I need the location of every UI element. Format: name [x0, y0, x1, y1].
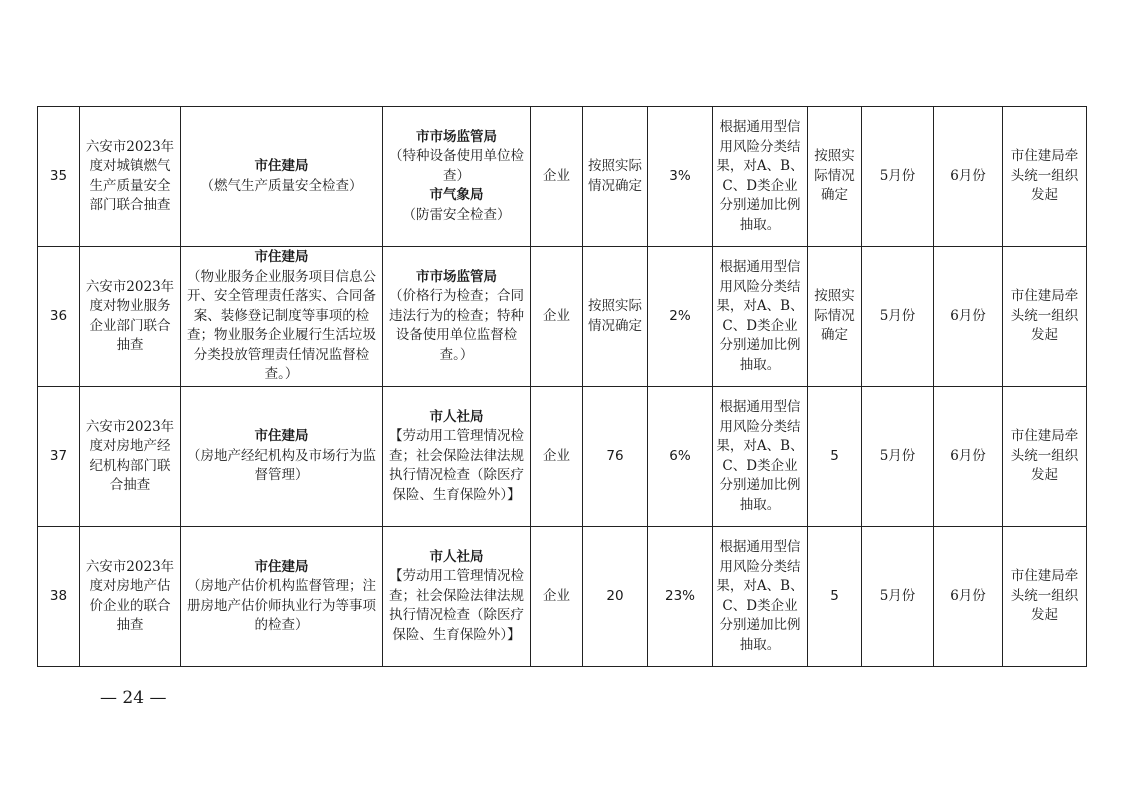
start-time: 5月份 — [862, 107, 934, 247]
task-name: 六安市2023年度对房地产经纪机构部门联合抽查 — [80, 387, 181, 527]
co-items: （防雷安全检查） — [402, 206, 511, 223]
sampling-method: 根据通用型信用风险分类结果，对A、B、C、D类企业分别递加比例抽取。 — [713, 247, 808, 387]
sampling-count: 按照实际情况确定 — [808, 107, 862, 247]
lead-department-cell — [181, 247, 383, 387]
table-row — [38, 107, 1087, 247]
co-department-cell — [383, 387, 531, 527]
lead-items: （房地产经纪机构及市场行为监督管理） — [187, 447, 376, 484]
row-number: 37 — [38, 387, 80, 527]
co-department-cell — [383, 527, 531, 667]
sampling-count: 5 — [808, 387, 862, 527]
page-number: — 24 — — [100, 688, 167, 708]
co-department: 市人社局 — [429, 548, 484, 565]
sampling-method: 根据通用型信用风险分类结果，对A、B、C、D类企业分别递加比例抽取。 — [713, 387, 808, 527]
remark: 市住建局牵头统一组织发起 — [1003, 527, 1087, 667]
lead-department-cell — [181, 107, 383, 247]
co-department: 市气象局 — [429, 187, 484, 204]
co-items: 【劳动用工管理情况检查；社会保险法律法规执行情况检查（除医疗保险、生育保险外）】 — [389, 568, 524, 643]
row-number: 36 — [38, 247, 80, 387]
co-department: 市市场监管局 — [416, 128, 497, 145]
object-count: 按照实际情况确定 — [583, 107, 648, 247]
sampling-method: 根据通用型信用风险分类结果，对A、B、C、D类企业分别递加比例抽取。 — [713, 107, 808, 247]
remark: 市住建局牵头统一组织发起 — [1003, 107, 1087, 247]
co-items: （特种设备使用单位检查） — [389, 148, 524, 184]
co-items: 【劳动用工管理情况检查；社会保险法律法规执行情况检查（除医疗保险、生育保险外）】 — [389, 428, 524, 503]
sampling-method: 根据通用型信用风险分类结果，对A、B、C、D类企业分别递加比例抽取。 — [713, 527, 808, 667]
table-row — [38, 527, 1087, 667]
co-department-cell — [383, 247, 531, 387]
row-number: 35 — [38, 107, 80, 247]
end-time: 6月份 — [934, 247, 1003, 387]
start-time: 5月份 — [862, 247, 934, 387]
co-department: 市人社局 — [429, 408, 484, 425]
lead-department: 市住建局 — [254, 428, 309, 445]
row-number: 38 — [38, 527, 80, 667]
lead-department-cell — [181, 527, 383, 667]
inspection-table — [37, 106, 1087, 667]
lead-department: 市住建局 — [254, 249, 309, 266]
inspection-object: 企业 — [531, 527, 583, 667]
inspection-object: 企业 — [531, 247, 583, 387]
task-name: 六安市2023年度对城镇燃气生产质量安全部门联合抽查 — [80, 107, 181, 247]
lead-items: （燃气生产质量安全检查） — [200, 177, 363, 194]
sampling-ratio: 3% — [648, 107, 713, 247]
inspection-object: 企业 — [531, 107, 583, 247]
start-time: 5月份 — [862, 387, 934, 527]
lead-department-cell — [181, 387, 383, 527]
remark: 市住建局牵头统一组织发起 — [1003, 247, 1087, 387]
sampling-count: 5 — [808, 527, 862, 667]
co-items: （价格行为检查；合同违法行为的检查；特种设备使用单位监督检查。） — [389, 288, 524, 363]
remark: 市住建局牵头统一组织发起 — [1003, 387, 1087, 527]
co-department-cell — [383, 107, 531, 247]
sampling-ratio: 23% — [648, 527, 713, 667]
start-time: 5月份 — [862, 527, 934, 667]
task-name: 六安市2023年度对物业服务企业部门联合抽查 — [80, 247, 181, 387]
object-count: 20 — [583, 527, 648, 667]
end-time: 6月份 — [934, 527, 1003, 667]
sampling-ratio: 6% — [648, 387, 713, 527]
lead-items: （房地产估价机构监督管理；注册房地产估价师执业行为等事项的检查） — [187, 578, 376, 633]
end-time: 6月份 — [934, 387, 1003, 527]
sampling-ratio: 2% — [648, 247, 713, 387]
sampling-count: 按照实际情况确定 — [808, 247, 862, 387]
object-count: 按照实际情况确定 — [583, 247, 648, 387]
lead-department: 市住建局 — [254, 158, 309, 174]
lead-department: 市住建局 — [254, 558, 309, 575]
object-count: 76 — [583, 387, 648, 527]
inspection-object: 企业 — [531, 387, 583, 527]
task-name: 六安市2023年度对房地产估价企业的联合抽查 — [80, 527, 181, 667]
co-department: 市市场监管局 — [416, 268, 497, 285]
lead-items: （物业服务企业服务项目信息公开、安全管理责任落实、合同备案、装修登记制度等事项的检查；物业服务企业履行生活垃圾分类投放管理责任情况监督检查。） — [187, 268, 376, 383]
table-row — [38, 247, 1087, 387]
end-time: 6月份 — [934, 107, 1003, 247]
table-row — [38, 387, 1087, 527]
